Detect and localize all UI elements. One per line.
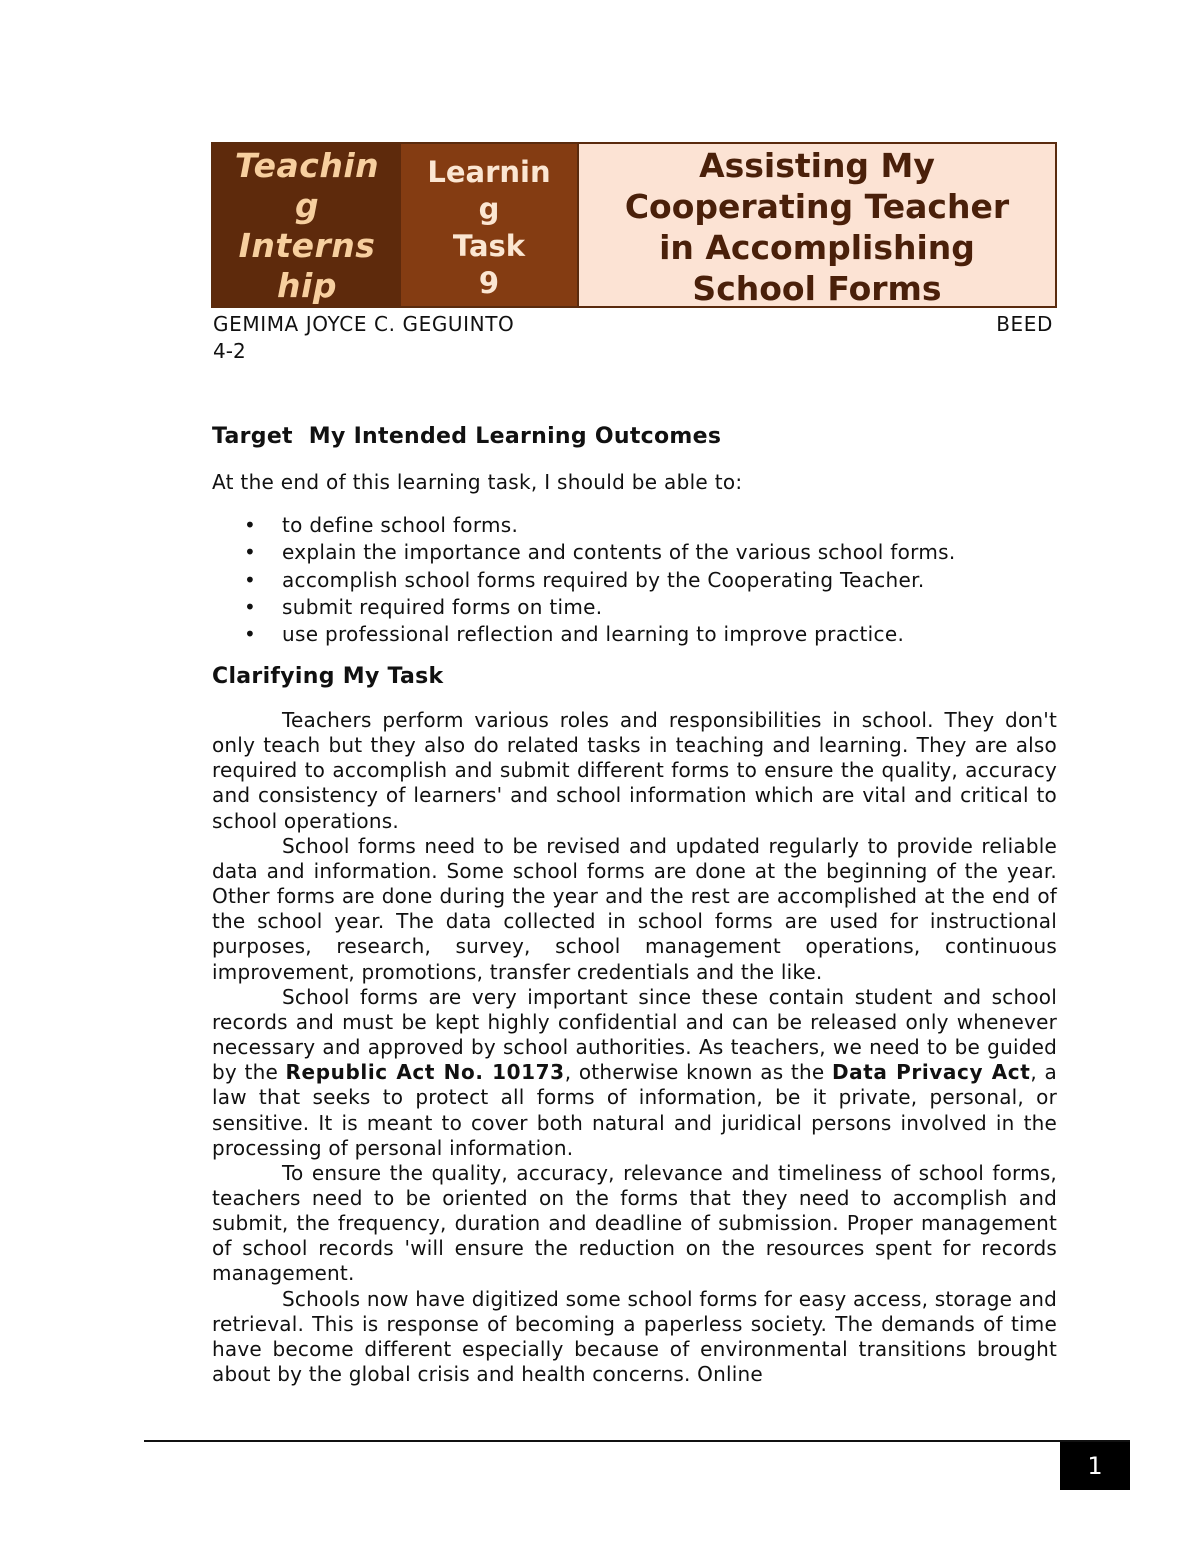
course-line: Teachin — [234, 146, 380, 185]
course-line: Interns — [238, 226, 376, 265]
title-line: Assisting My — [699, 146, 935, 185]
republic-act-ref: Republic Act No. 10173 — [285, 1060, 565, 1085]
list-item: • accomplish school forms required by the Cooperating Teacher. — [244, 567, 956, 594]
text-run: , a law that seeks to protect all forms of information, be it private, personal, or sensitive. It is meant to cover both natural and juridical persons involved in the processing of personal information. — [212, 1060, 1058, 1160]
outcomes-list — [244, 512, 956, 648]
title-line: in Accomplishing — [659, 228, 975, 267]
title-line: Cooperating Teacher — [624, 187, 1010, 226]
paragraph: Schools now have digitized some school forms for easy access, storage and retrieval. This is response of becoming a paperless society. The demands of time have become different especially because of environmental transitions brought about by the global crisis and health concerns. Online — [212, 1286, 1057, 1387]
title-line: School Forms — [692, 269, 942, 308]
paragraph: Teachers perform various roles and responsibilities in school. They don't only teach but they also do related tasks in teaching and learning. They are also required to accomplish and submit different forms to ensure the quality, accuracy and consistency of learners' and school information which are vital and critical to school operations. — [212, 708, 1057, 833]
author-line — [213, 310, 1053, 338]
section-label: 4-2 — [213, 339, 246, 363]
task-title-cell — [577, 144, 1055, 306]
task-line: Task — [452, 229, 526, 263]
list-item: • to define school forms. — [244, 512, 956, 539]
list-item: • submit required forms on time. — [244, 594, 956, 621]
task-line: g — [478, 192, 500, 226]
footer-divider — [144, 1440, 1130, 1442]
page-number: 1 — [1060, 1442, 1130, 1490]
task-line: Learnin — [427, 155, 551, 189]
outcomes-heading: Target My Intended Learning Outcomes — [212, 424, 722, 449]
course-line: g — [294, 186, 320, 225]
outcomes-intro: At the end of this learning task, I should be able to: — [212, 470, 743, 494]
clarify-body — [212, 708, 1057, 1387]
task-number-cell — [401, 144, 577, 306]
text-run: , otherwise known as the — [564, 1060, 832, 1085]
program-label: BEED — [996, 312, 1053, 336]
course-cell — [213, 144, 401, 306]
data-privacy-act-ref: Data Privacy Act — [831, 1060, 1031, 1085]
student-name: GEMIMA JOYCE C. GEGUINTO — [213, 312, 515, 336]
course-line: hip — [277, 266, 337, 305]
list-item: • explain the importance and contents of the various school forms. — [244, 539, 956, 566]
clarify-heading: Clarifying My Task — [212, 664, 444, 689]
paragraph: To ensure the quality, accuracy, relevance and timeliness of school forms, teachers need to be oriented on the forms that they need to accomplish and submit, the frequency, duration and deadline of submission. Proper management of school records 'will ensure the reduction on the resources spent for records management. — [212, 1160, 1057, 1286]
text-run: School forms are very important since these contain student and school records and must be kept highly confidential and can be released only whenever necessary and approved by school authorities. As teachers, we need to be guided by the — [212, 984, 1057, 1085]
list-item: • use professional reflection and learning to improve practice. — [244, 621, 956, 648]
task-line: 9 — [478, 266, 500, 300]
title-banner — [211, 142, 1057, 308]
paragraph: School forms need to be revised and updated regularly to provide reliable data and information. Some school forms are done at the beginning of the year. Other forms are done during the year and the rest are accomplished at the end of the school year. The data collected in school forms are used for instructional purposes, research, survey, school management operations, continuous improvement, promotions, transfer credentials and the like. — [212, 833, 1057, 984]
paragraph — [212, 985, 1057, 1161]
